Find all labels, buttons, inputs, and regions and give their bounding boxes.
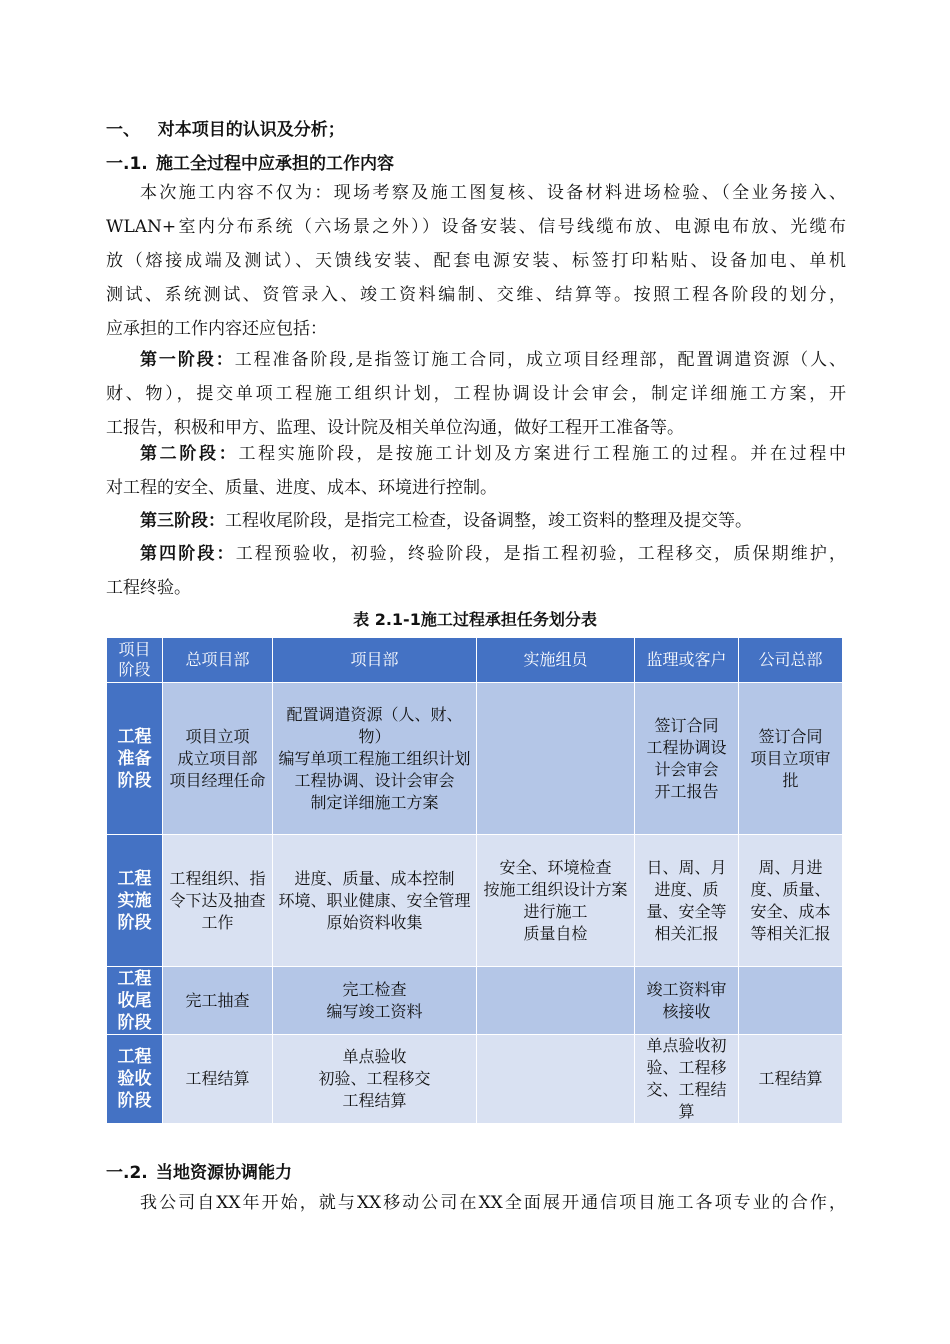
header-cell: 实施组员 xyxy=(477,638,635,683)
text-line: 工报告，积极和甲方、监理、设计院及相关单位沟通，做好工程开工准备等。 xyxy=(106,418,684,438)
text-line: 我公司自XX年开始，就与XX移动公司在XX全面展开通信项目施工各项专业的合作， xyxy=(140,1193,846,1213)
cell-line: 质量自检 xyxy=(523,923,588,943)
text-line: 测试、系统测试、资管录入、竣工资料编制、交维、结算等。按照工程各阶段的划分， xyxy=(106,285,846,305)
text-line: 财、物），提交单项工程施工组织计划，工程协调设计会审会，制定详细施工方案，开 xyxy=(106,384,846,404)
cell-line: 日、周、月进度、质量、安全等相关汇报 xyxy=(646,857,727,943)
cell-line: 周、月进度、质量、安全、成本等相关汇报 xyxy=(750,857,831,943)
cell-line: 签订合同 xyxy=(654,715,719,735)
cell-line: 原始资料收集 xyxy=(326,912,423,932)
cell-line: 成立项目部 xyxy=(177,748,258,768)
cell-line: 签订合同 xyxy=(758,726,823,746)
cell-line: 工程协调设计会审会 xyxy=(646,737,727,779)
text-line: 工程终验。 xyxy=(106,578,191,598)
table-cell xyxy=(163,683,273,835)
text-line: 放（熔接成端及测试）、天馈线安装、配套电源安装、标签打印粘贴、设备加电、单机 xyxy=(106,251,846,271)
intro-paragraph xyxy=(106,176,846,346)
cell-line: 项目立项 xyxy=(185,726,250,746)
text-line xyxy=(106,504,846,538)
header-cell: 总项目部 xyxy=(163,638,273,683)
section-title: 对本项目的认识及分析； xyxy=(157,120,345,140)
stage-label: 第三阶段： xyxy=(140,511,225,531)
table-cell xyxy=(635,1035,739,1124)
section-number: 一.2. xyxy=(106,1163,148,1183)
stage-cell: 工程实施阶段 xyxy=(107,835,163,967)
table-cell xyxy=(635,967,739,1035)
text-line: 本次施工内容不仅为：现场考察及施工图复核、设备材料进场检验、（全业务接入、 xyxy=(140,183,846,203)
text-line: WLAN+室内分布系统（六场景之外））设备安装、信号线缆布放、电源电布放、光缆布 xyxy=(106,217,846,237)
table-cell xyxy=(739,835,843,967)
cell-line: 工程结算 xyxy=(342,1091,407,1110)
table-row xyxy=(107,967,843,1035)
cell-line: 工程组织、指令下达及抽查工作 xyxy=(169,868,266,932)
table-row xyxy=(107,835,843,967)
stage-label: 第四阶段： xyxy=(140,544,236,564)
cell-line: 初验、工程移交 xyxy=(318,1069,431,1088)
table-cell xyxy=(477,835,635,967)
table-row xyxy=(107,1035,843,1124)
table-cell xyxy=(273,967,477,1035)
table-caption: 表 2.1-1施工过程承担任务划分表 xyxy=(353,610,597,629)
table-cell xyxy=(635,683,739,835)
cell-line: 完工检查 xyxy=(342,979,407,999)
section-title: 当地资源协调能力 xyxy=(156,1163,292,1183)
cell-line: 工程结算 xyxy=(185,1069,250,1088)
section-number: 一.1. xyxy=(106,154,148,174)
table-cell xyxy=(163,1035,273,1124)
cell-line: 工程协调、设计会审会 xyxy=(294,770,455,790)
cell-line: 按施工组织设计方案进行施工 xyxy=(483,879,628,921)
closing-paragraph xyxy=(106,1186,846,1220)
task-division-table xyxy=(106,637,843,1124)
table-cell xyxy=(477,967,635,1035)
table-cell xyxy=(163,835,273,967)
stage-text: 工程预验收，初验，终验阶段，是指工程初验，工程移交，质保期维护， xyxy=(235,544,847,564)
cell-line: 开工报告 xyxy=(654,781,719,801)
table-cell xyxy=(477,683,635,835)
stage-1-paragraph xyxy=(106,343,846,445)
text-line xyxy=(106,343,846,377)
cell-line: 配置调遣资源（人、财、物） xyxy=(286,704,463,746)
table-cell xyxy=(163,967,273,1035)
table-cell xyxy=(477,1035,635,1124)
cell-line: 编写单项工程施工组织计划 xyxy=(278,748,471,768)
header-cell: 项目阶段 xyxy=(107,638,163,683)
table-cell xyxy=(739,1035,843,1124)
table-header-row xyxy=(107,638,843,683)
stage-3-paragraph xyxy=(106,504,846,538)
stage-label: 第二阶段： xyxy=(140,444,239,464)
text-line xyxy=(106,537,846,571)
table-cell xyxy=(273,1035,477,1124)
cell-line: 项目立项审批 xyxy=(750,748,831,790)
table-cell xyxy=(739,967,843,1035)
table-cell xyxy=(273,683,477,835)
stage-text: 工程准备阶段,是指签订施工合同，成立项目经理部，配置调遣资源（人、 xyxy=(234,350,847,370)
stage-cell: 工程验收阶段 xyxy=(107,1035,163,1124)
cell-line: 环境、职业健康、安全管理 xyxy=(278,890,471,910)
section-heading-1-1 xyxy=(106,149,394,174)
section-heading-1-2 xyxy=(106,1158,292,1183)
stage-4-paragraph xyxy=(106,537,846,605)
cell-line: 单点验收初验、工程移交、工程结算 xyxy=(646,1036,727,1121)
table-cell xyxy=(739,683,843,835)
header-cell: 监理或客户 xyxy=(635,638,739,683)
table-cell xyxy=(635,835,739,967)
cell-line: 进度、质量、成本控制 xyxy=(294,868,455,888)
header-cell: 项目部 xyxy=(273,638,477,683)
text-line xyxy=(106,437,846,471)
text-line: 对工程的安全、质量、进度、成本、环境进行控制。 xyxy=(106,478,497,498)
section-number: 一、 xyxy=(106,120,140,140)
cell-line: 安全、环境检查 xyxy=(499,857,612,877)
header-cell: 公司总部 xyxy=(739,638,843,683)
cell-line: 竣工资料审核接收 xyxy=(646,979,727,1021)
table-cell xyxy=(273,835,477,967)
stage-text: 工程实施阶段，是按施工计划及方案进行工程施工的过程。并在过程中 xyxy=(238,444,847,464)
stage-label: 第一阶段： xyxy=(140,350,235,370)
cell-line: 工程结算 xyxy=(758,1069,823,1088)
cell-line: 编写竣工资料 xyxy=(326,1001,423,1021)
stage-cell: 工程准备阶段 xyxy=(107,683,163,835)
table-row xyxy=(107,683,843,835)
stage-text: 工程收尾阶段，是指完工检查，设备调整，竣工资料的整理及提交等。 xyxy=(225,511,752,531)
stage-2-paragraph xyxy=(106,437,846,505)
cell-line: 项目经理任命 xyxy=(169,770,266,790)
text-line: 应承担的工作内容还应包括： xyxy=(106,319,327,339)
cell-line: 单点验收 xyxy=(342,1047,407,1066)
cell-line: 完工抽查 xyxy=(185,990,250,1010)
section-heading-1 xyxy=(106,115,345,140)
section-title: 施工全过程中应承担的工作内容 xyxy=(156,154,394,174)
stage-cell: 工程收尾阶段 xyxy=(107,967,163,1035)
cell-line: 制定详细施工方案 xyxy=(310,792,439,812)
